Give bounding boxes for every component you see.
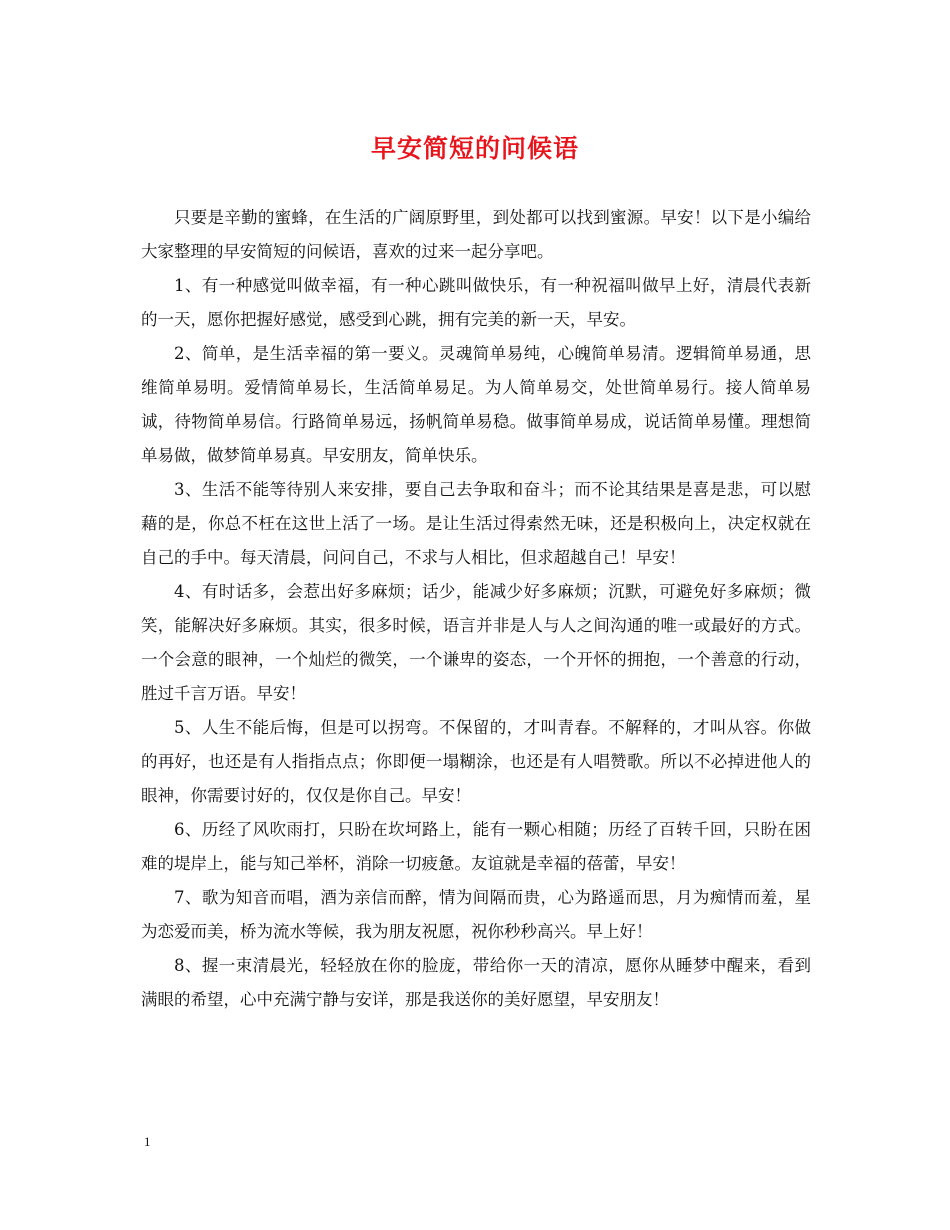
paragraph-4: 4、有时话多，会惹出好多麻烦；话少，能减少好多麻烦；沉默，可避免好多麻烦；微笑，能解决好多麻烦。其实，很多时候，语言并非是人与人之间沟通的唯一或最好的方式。一个会意的眼神，一个灿烂的微笑，一个谦卑的姿态，一个开怀的拥抱，一个善意的行动，胜过千言万语。早安！ — [141, 582, 811, 703]
page-number: 1 — [144, 1134, 151, 1149]
paragraph-intro: 只要是辛勤的蜜蜂，在生活的广阔原野里，到处都可以找到蜜源。早安！以下是小编给大家整理的早安简短的问候语，喜欢的过来一起分享吧。 — [141, 208, 811, 261]
paragraph-8: 8、握一束清晨光，轻轻放在你的脸庞，带给你一天的清凉，愿你从睡梦中醒来，看到满眼的希望，心中充满宁静与安详，那是我送你的美好愿望，早安朋友！ — [141, 956, 811, 1009]
paragraph-7: 7、歌为知音而唱，酒为亲信而醉，情为间隔而贵，心为路遥而思，月为痴情而羞，星为恋爱而美，桥为流水等候，我为朋友祝愿，祝你秒秒高兴。早上好！ — [141, 888, 811, 941]
paragraph-6: 6、历经了风吹雨打，只盼在坎坷路上，能有一颗心相随；历经了百转千回，只盼在困难的堤岸上，能与知己举杯，消除一切疲惫。友谊就是幸福的蓓蕾，早安！ — [141, 820, 811, 873]
paragraph-5: 5、人生不能后悔，但是可以拐弯。不保留的，才叫青春。不解释的，才叫从容。你做的再好，也还是有人指指点点；你即便一塌糊涂，也还是有人唱赞歌。所以不必掉进他人的眼神，你需要讨好的，仅仅是你自己。早安！ — [141, 718, 811, 805]
paragraph-2: 2、简单，是生活幸福的第一要义。灵魂简单易纯，心魄简单易清。逻辑简单易通，思维简单易明。爱情简单易长，生活简单易足。为人简单易交，处世简单易行。接人简单易诚，待物简单易信。行路简单易远，扬帆简单易稳。做事简单易成，说话简单易懂。理想简单易做，做梦简单易真。早安朋友，简单快乐。 — [141, 344, 811, 465]
paragraph-1: 1、有一种感觉叫做幸福，有一种心跳叫做快乐，有一种祝福叫做早上好，清晨代表新的一天，愿你把握好感觉，感受到心跳，拥有完美的新一天，早安。 — [141, 276, 811, 329]
document-body — [141, 201, 811, 1017]
document-title: 早安简短的问候语 — [370, 134, 579, 163]
paragraph-3: 3、生活不能等待别人来安排，要自己去争取和奋斗；而不论其结果是喜是悲，可以慰藉的是，你总不枉在这世上活了一场。是让生活过得索然无味，还是积极向上，决定权就在自己的手中。每天清晨，问问自己，不求与人相比，但求超越自己！早安！ — [141, 480, 811, 567]
